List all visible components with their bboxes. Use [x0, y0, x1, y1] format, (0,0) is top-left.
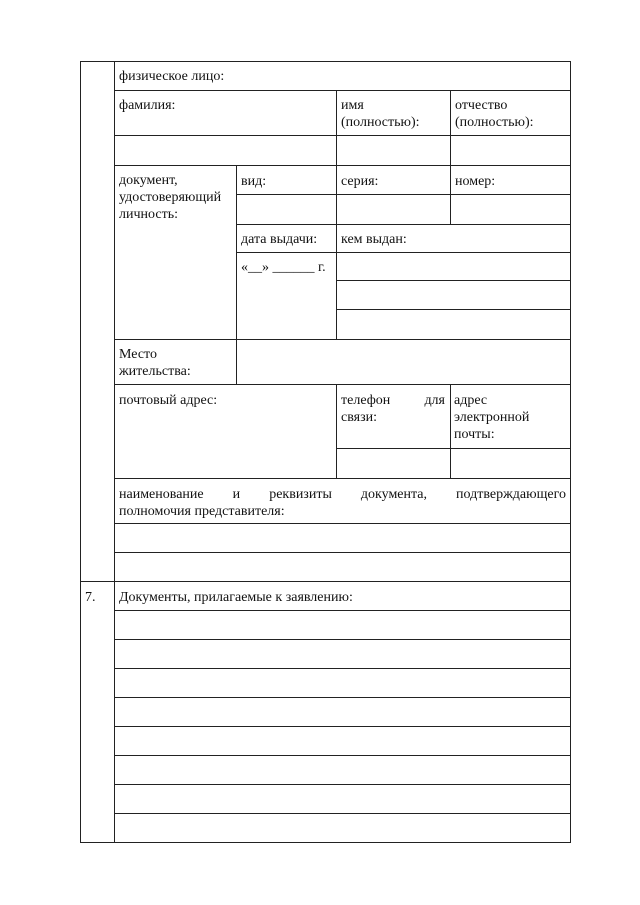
documents-input-line-7[interactable]: [115, 785, 570, 813]
issue-date-template: «__» ______ г.: [241, 260, 326, 275]
individual-label: физическое лицо:: [119, 69, 225, 84]
rule-below-contacts: [114, 478, 571, 479]
phone-input[interactable]: [337, 449, 450, 478]
rule-below-name-inputs: [114, 165, 571, 166]
rule-section-7-top: [80, 581, 571, 582]
postal-address-input[interactable]: [115, 414, 336, 478]
authority-document-label-line-1: наименование и реквизиты документа, подтверждающего: [119, 487, 566, 502]
residence-input[interactable]: [237, 340, 570, 384]
issued-by-input-line-3[interactable]: [337, 310, 570, 339]
documents-input-line-8[interactable]: [115, 814, 570, 842]
issue-date-input[interactable]: [237, 253, 336, 339]
issued-by-input-line-2[interactable]: [337, 281, 570, 309]
table-right-border: [570, 61, 571, 842]
document-type-label: вид:: [241, 174, 267, 189]
patronymic-input[interactable]: [451, 136, 570, 165]
patronymic-label: отчество (полностью):: [455, 98, 534, 130]
table-bottom-border: [80, 842, 571, 843]
document-number-label: номер:: [455, 174, 496, 189]
residence-label: Место жительства:: [119, 347, 191, 379]
rule-below-residence: [114, 384, 571, 385]
document-series-input[interactable]: [337, 195, 450, 224]
documents-input-line-2[interactable]: [115, 640, 570, 668]
authority-document-label-line-2: полномочия представителя:: [119, 504, 285, 519]
phone-label-line-1: телефон для: [341, 393, 445, 408]
documents-input-line-4[interactable]: [115, 698, 570, 726]
rule-below-individual: [114, 90, 571, 91]
documents-input-line-5[interactable]: [115, 727, 570, 755]
surname-input[interactable]: [115, 136, 336, 165]
document-series-label: серия:: [341, 174, 379, 189]
documents-input-line-3[interactable]: [115, 669, 570, 697]
issue-date-label: дата выдачи:: [241, 232, 318, 247]
section-7-title: Документы, прилагаемые к заявлению:: [119, 590, 353, 605]
documents-input-line-1[interactable]: [115, 611, 570, 639]
authority-document-input-line-2[interactable]: [115, 553, 570, 581]
email-label: адрес электронной почты:: [454, 393, 530, 442]
phone-label-line-2: связи:: [341, 410, 377, 425]
documents-input-line-6[interactable]: [115, 756, 570, 784]
issued-by-input-line-1[interactable]: [337, 253, 570, 280]
issued-by-label: кем выдан:: [341, 232, 407, 247]
postal-address-label: почтовый адрес:: [119, 393, 218, 408]
section-7-number: 7.: [85, 590, 96, 605]
identity-document-label: документ, удостоверяющий личность:: [119, 173, 222, 222]
name-label: имя (полностью):: [341, 98, 420, 130]
document-type-input[interactable]: [237, 195, 336, 224]
email-input[interactable]: [451, 449, 570, 478]
authority-document-input-line-1[interactable]: [115, 524, 570, 552]
surname-label: фамилия:: [119, 98, 176, 113]
rule-below-doc-inputs: [236, 224, 571, 225]
name-input[interactable]: [337, 136, 450, 165]
table-left-border: [80, 61, 81, 842]
document-number-input[interactable]: [451, 195, 570, 224]
table-top-border: [80, 61, 571, 62]
